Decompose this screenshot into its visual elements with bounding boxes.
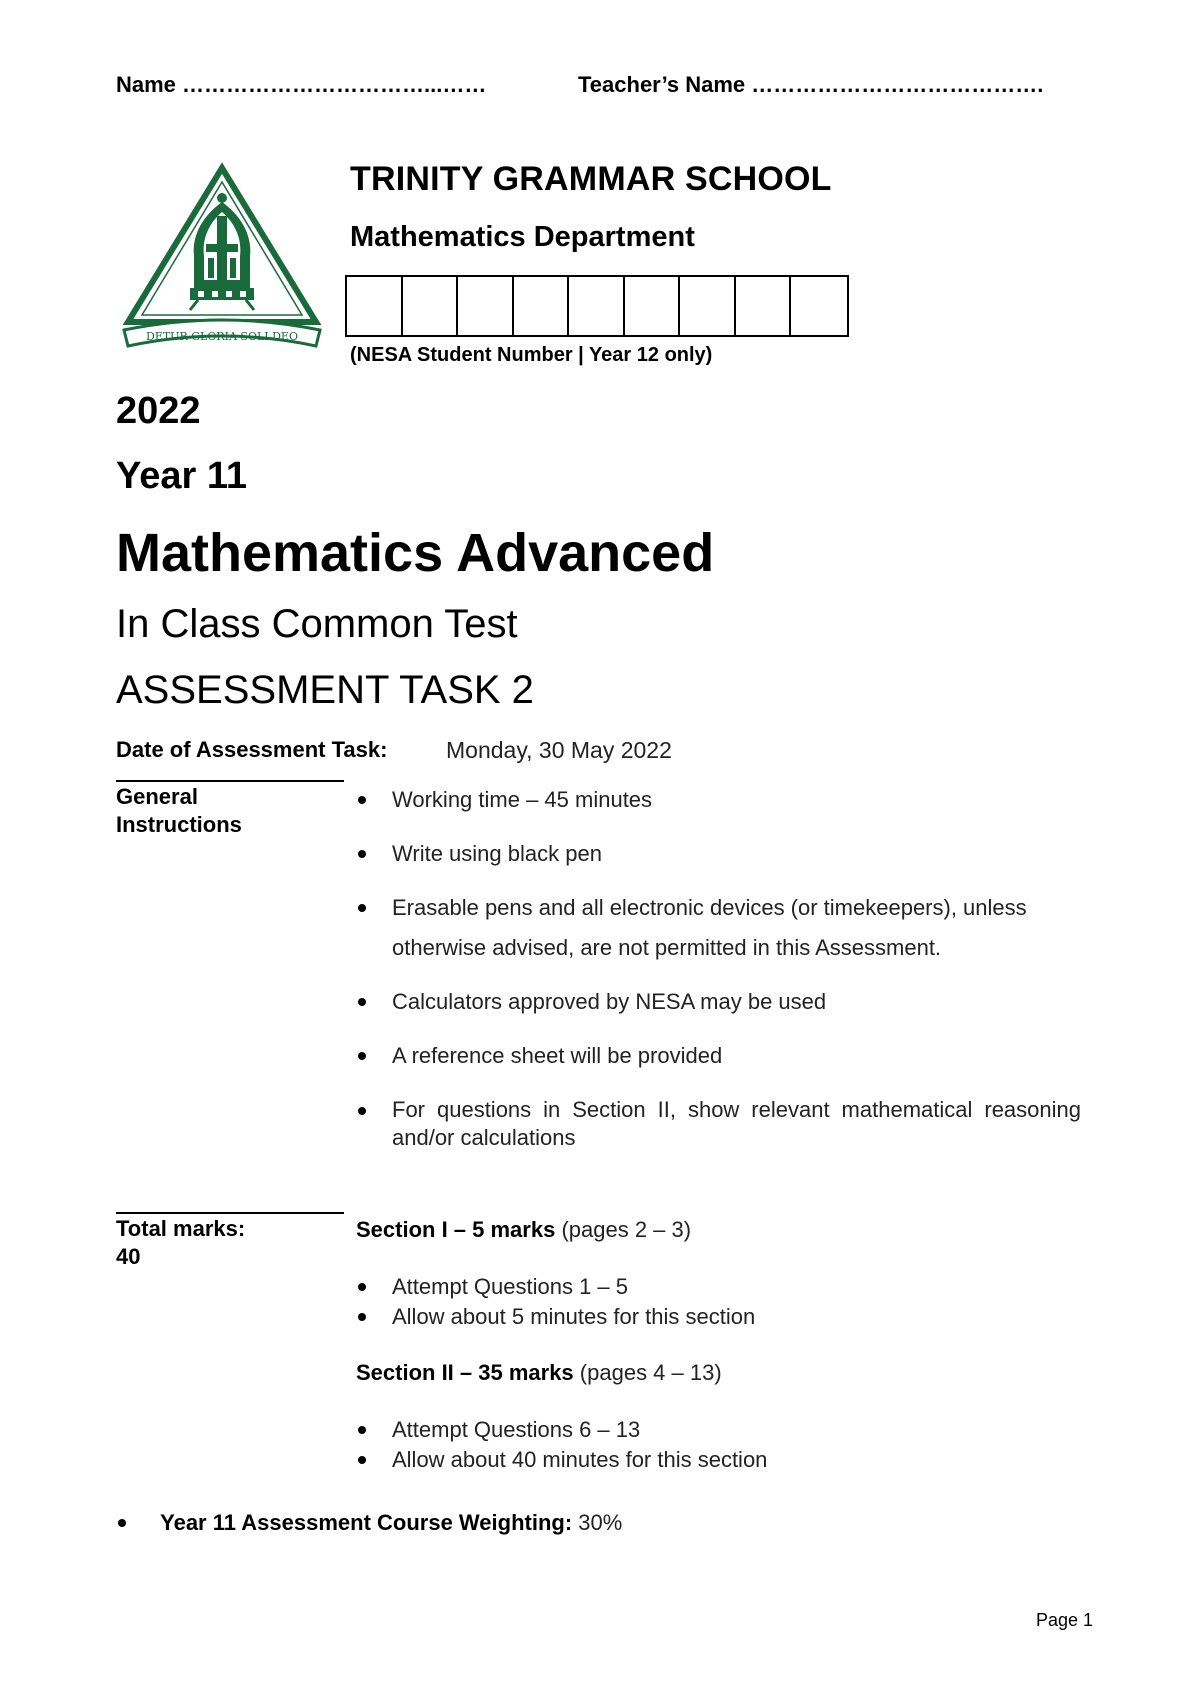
student-name-line[interactable]: [116, 72, 486, 98]
department-name: Mathematics Department: [350, 221, 695, 253]
instruction-item: Erasable pens and all electronic devices (or timekeepers), unless otherwise advised, are not permitted in this Assessment.: [356, 888, 1122, 968]
date-label: Date of Assessment Task:: [116, 737, 388, 762]
section-1-title: Section I – 5 marks: [356, 1217, 556, 1242]
general-instructions-list: [356, 780, 1081, 1166]
general-instructions-label: [116, 783, 242, 839]
label-line: General: [116, 784, 198, 809]
date-value: Monday, 30 May 2022: [446, 737, 672, 763]
label-line: Total marks:: [116, 1216, 246, 1241]
nesa-digit-box[interactable]: [736, 277, 792, 335]
school-crest-logo: [120, 160, 325, 350]
section-1-list: [356, 1272, 1081, 1332]
exam-test-type: In Class Common Test: [116, 602, 518, 646]
section-2-pages: (pages 4 – 13): [579, 1360, 722, 1385]
teacher-name-line[interactable]: [578, 72, 1043, 98]
school-name: TRINITY GRAMMAR SCHOOL: [350, 160, 832, 198]
section-2-title: Section II – 35 marks: [356, 1360, 574, 1385]
instruction-item: Working time – 45 minutes: [356, 780, 1081, 820]
nesa-digit-box[interactable]: [403, 277, 459, 335]
teacher-name-label: Teacher’s Name: [578, 72, 746, 97]
instruction-item: Write using black pen: [356, 834, 1081, 874]
instruction-item: For questions in Section II, show relevant mathematical reasoning and/or calculations: [356, 1090, 1081, 1152]
section-2-item: Attempt Questions 6 – 13: [356, 1415, 1081, 1445]
total-marks-value: 40: [116, 1244, 141, 1269]
section-2-heading: [356, 1360, 722, 1386]
label-line: Instructions: [116, 812, 242, 837]
nesa-caption: (NESA Student Number | Year 12 only): [350, 344, 713, 366]
instruction-item: A reference sheet will be provided: [356, 1036, 1081, 1076]
section-2-list: [356, 1415, 1081, 1475]
teacher-name-dots: ………………………………….: [751, 72, 1044, 97]
exam-year: 2022: [116, 390, 201, 432]
weighting-label: Year 11 Assessment Course Weighting:: [160, 1510, 573, 1535]
instructions-divider: [116, 780, 344, 782]
nesa-number-boxes[interactable]: [345, 275, 849, 337]
instruction-item: Calculators approved by NESA may be used: [356, 982, 1081, 1022]
section-1-item: Allow about 5 minutes for this section: [356, 1302, 1081, 1332]
exam-task: ASSESSMENT TASK 2: [116, 668, 534, 712]
exam-grade: Year 11: [116, 455, 248, 497]
section-2-item: Allow about 40 minutes for this section: [356, 1445, 1081, 1475]
nesa-digit-box[interactable]: [625, 277, 681, 335]
nesa-digit-box[interactable]: [347, 277, 403, 335]
section-1-pages: (pages 2 – 3): [561, 1217, 692, 1242]
name-label: Name: [116, 72, 176, 97]
exam-subject: Mathematics Advanced: [116, 523, 715, 583]
total-marks-label: [116, 1215, 245, 1271]
nesa-digit-box[interactable]: [514, 277, 570, 335]
page-number: Page 1: [1036, 1610, 1094, 1630]
nesa-digit-box[interactable]: [680, 277, 736, 335]
section-1-heading: [356, 1217, 691, 1243]
nesa-digit-box[interactable]: [791, 277, 847, 335]
marks-divider: [116, 1212, 344, 1214]
weighting-value: 30%: [578, 1510, 623, 1535]
name-dots: ……………………………...……: [182, 72, 487, 97]
course-weighting: [116, 1510, 622, 1536]
section-1-item: Attempt Questions 1 – 5: [356, 1272, 1081, 1302]
nesa-digit-box[interactable]: [458, 277, 514, 335]
motto-text: DETUR GLORIA SOLI DEO: [146, 330, 298, 343]
bullet-icon: [118, 1519, 126, 1527]
nesa-digit-box[interactable]: [569, 277, 625, 335]
